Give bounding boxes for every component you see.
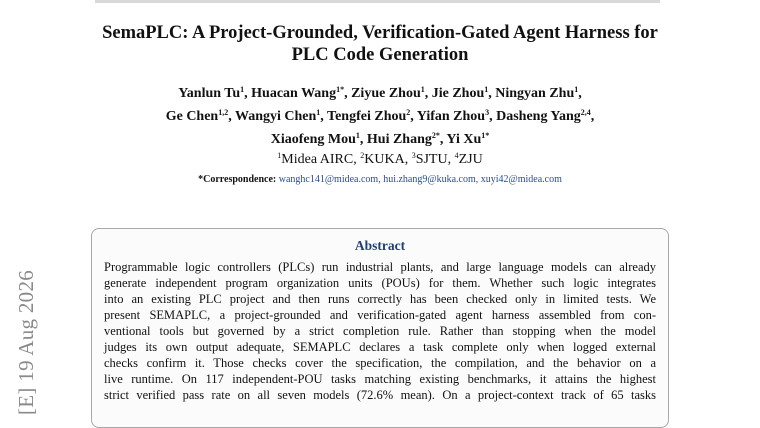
author-affiliation-mark: 1,2	[218, 108, 229, 117]
abstract-line: judges its own output adequate, SEMAPLC declares a task complete only when logged external	[104, 340, 656, 354]
affiliation-name: Midea AIRC	[281, 152, 354, 167]
abstract-line: checks confirm it. Those checks cover the specification, the compilation, and the behavior on a	[104, 356, 656, 370]
author-separator: ,	[320, 109, 328, 124]
author-list	[95, 80, 665, 149]
author-name: Huacan Wang	[251, 86, 337, 101]
author-name: Ge Chen	[165, 109, 219, 124]
author-name: Jie Zhou	[431, 86, 485, 101]
affiliation-mark: 3	[411, 151, 416, 160]
author-separator: ,	[488, 86, 496, 101]
author-affiliation-mark: 3	[485, 108, 490, 117]
author-separator: ,	[590, 109, 595, 124]
correspondence	[95, 174, 665, 185]
paper-title	[80, 22, 680, 66]
affiliation-list: $^1$Midea AIRC, $^2$KUKA, $^3$SJTU, $^4$ZJU	[277, 151, 483, 167]
author-affiliation-mark: 1	[574, 85, 579, 94]
author-name: Hui Zhang	[366, 132, 432, 147]
author-separator: ,	[344, 86, 352, 101]
author-separator: ,	[244, 86, 252, 101]
paper-title-line-2: PLC Code Generation	[291, 45, 469, 65]
author-name: Ningyan Zhu	[495, 86, 575, 101]
author-separator: ,	[439, 132, 447, 147]
correspondence-label: *Correspondence:	[198, 174, 277, 185]
header-rule	[95, 0, 660, 3]
abstract-line: strict verified pass rate on all seven models (72.6% mean). On a project-context track of 65 tasks	[104, 388, 656, 402]
author-affiliation-mark: 1*	[336, 85, 345, 94]
abstract-line: present SEMAPLC, a project-grounded and verification-gated agent harness assembled from con-	[104, 308, 656, 322]
author-separator: ,	[228, 109, 235, 124]
author-affiliation-mark: 2,4	[580, 108, 591, 117]
author-separator: ,	[578, 86, 582, 101]
paper-title-line-1: SemaPLC: A Project-Grounded, Verification-Gated Agent Harness for	[102, 23, 658, 43]
author-name: Yanlun Tu	[178, 86, 241, 101]
author-affiliation-mark: 1*	[481, 131, 490, 140]
abstract-line: Programmable logic controllers (PLCs) run industrial plants, and large language models can already	[104, 260, 656, 274]
correspondence-emails[interactable]: wanghc141@midea.com, hui.zhang9@kuka.com, xuyi42@midea.com	[278, 174, 562, 185]
author-name: Yifan Zhou	[416, 109, 486, 124]
abstract-line: into an existing PLC project and then runs correctly has been checked only in limited tests. We	[104, 292, 656, 306]
arxiv-side-stamp: [E] 19 Aug 2026	[14, 269, 38, 415]
abstract-heading: Abstract	[354, 238, 406, 253]
author-separator: ,	[489, 109, 497, 124]
affiliation-name: ZJU	[458, 152, 483, 167]
author-affiliation-mark: 1	[240, 85, 245, 94]
author-name: Dasheng Yang	[496, 109, 581, 124]
author-affiliation-mark: 1	[420, 85, 425, 94]
affiliation-name: KUKA	[364, 152, 405, 167]
author-separator: ,	[424, 86, 432, 101]
author-separator: ,	[410, 109, 417, 124]
abstract-body	[104, 259, 656, 403]
author-name: Tengfei Zhou	[327, 109, 407, 124]
affiliation-name: SJTU	[415, 152, 448, 167]
abstract-line: live runtime. On 117 independent-POU tasks matching existing benchmarks, it attains the highest	[104, 372, 656, 386]
author-affiliation-mark: 1	[316, 108, 321, 117]
author-separator: ,	[359, 132, 367, 147]
author-name: Yi Xu	[446, 132, 482, 147]
author-affiliation-mark: 2*	[431, 131, 440, 140]
author-affiliation-mark: 2	[406, 108, 411, 117]
author-name: Xiaofeng Mou	[270, 132, 356, 147]
affiliation-mark: 2	[360, 151, 365, 160]
author-line	[95, 126, 665, 149]
affiliation-mark: 1	[277, 151, 282, 160]
author-affiliation-mark: 1	[355, 131, 360, 140]
abstract-line: generate independent program organization units (POUs) for them. Whether such logic integrates	[104, 276, 656, 290]
abstract-line: ventional tools but governed by a strict completion rule. Rather than stopping when the model	[104, 324, 656, 338]
author-name: Wangyi Chen	[234, 109, 317, 124]
author-line	[95, 103, 665, 126]
author-affiliation-mark: 1	[484, 85, 489, 94]
affiliation-mark: 4	[454, 151, 459, 160]
author-name: Ziyue Zhou	[351, 86, 421, 101]
author-line	[95, 80, 665, 103]
